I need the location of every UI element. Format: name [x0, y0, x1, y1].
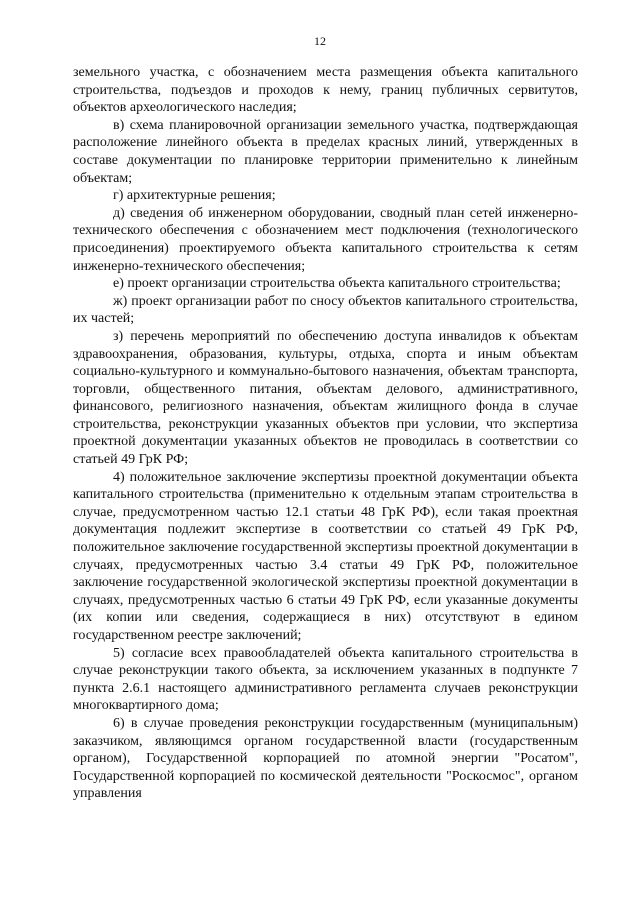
paragraph-item-e: е) проект организации строительства объекта капитального строительства;	[113, 276, 561, 292]
document-body	[73, 64, 578, 803]
page-number: 12	[314, 34, 326, 48]
paragraph-item-z: з) перечень мероприятий по обеспечению доступа инвалидов к объектам здравоохранения, образования, культуры, отдыха, спорта и иным объектам социально-культурного и коммунально-бытового назначения, объектам транспорта, торговли, общественного питания, объектам делового, административного, финансового, религиозного назначения, объектам жилищного фонда в случае строительства, реконструкции указанных объектов при условии, что экспертиза проектной документации указанных объектов не проводилась в соответствии со статьей 49 ГрК РФ;	[73, 328, 578, 468]
paragraph-item-zh: ж) проект организации работ по сносу объектов капитального строительства, их частей;	[73, 293, 578, 327]
paragraph-item-4: 4) положительное заключение экспертизы проектной документации объекта капитального строительства (применительно к отдельным этапам строительства в случае, предусмотренном частью 12.1 статьи 48 ГрК РФ), если такая проектная документация подлежит экспертизе в соответствии со статьей 49 ГрК РФ, положительное заключение государственной экспертизы проектной документации в случаях, предусмотренных частью 3.4 статьи 49 ГрК РФ, положительное заключение государственной экологической экспертизы проектной документации в случаях, предусмотренных частью 6 статьи 49 ГрК РФ, если указанные документы (их копии или сведения, содержащиеся в них) отсутствуют в едином государственном реестре заключений;	[73, 469, 578, 643]
paragraph-land-plot-continuation: земельного участка, с обозначением места размещения объекта капитального строительства, подъездов и проходов к нему, границ публичных сервитутов, объектов археологического наследия;	[73, 65, 578, 116]
paragraph-item-6: 6) в случае проведения реконструкции государственным (муниципальным) заказчиком, являющимся органом государственной власти (государственным органом), Государственной корпорацией по атомной энергии "Росатом", Государственной корпорацией по космической деятельности "Роскосмос", органом управления	[73, 715, 578, 802]
paragraph-item-5: 5) согласие всех правообладателей объекта капитального строительства в случае реконструкции такого объекта, за исключением указанных в подпункте 7 пункта 2.6.1 настоящего административного регламента случаев реконструкции многоквартирного дома;	[73, 645, 578, 714]
paragraph-item-d: д) сведения об инженерном оборудовании, сводный план сетей инженерно-технического обеспечения с обозначением мест подключения (технологического присоединения) проектируемого объекта капитального строительства к сетям инженерно-технического обеспечения;	[73, 205, 578, 274]
paragraph-item-v: в) схема планировочной организации земельного участка, подтверждающая расположение линейного объекта в пределах красных линий, утвержденных в составе документации по планировке территории применительно к линейным объектам;	[73, 117, 578, 186]
paragraph-item-g: г) архитектурные решения;	[113, 188, 276, 204]
